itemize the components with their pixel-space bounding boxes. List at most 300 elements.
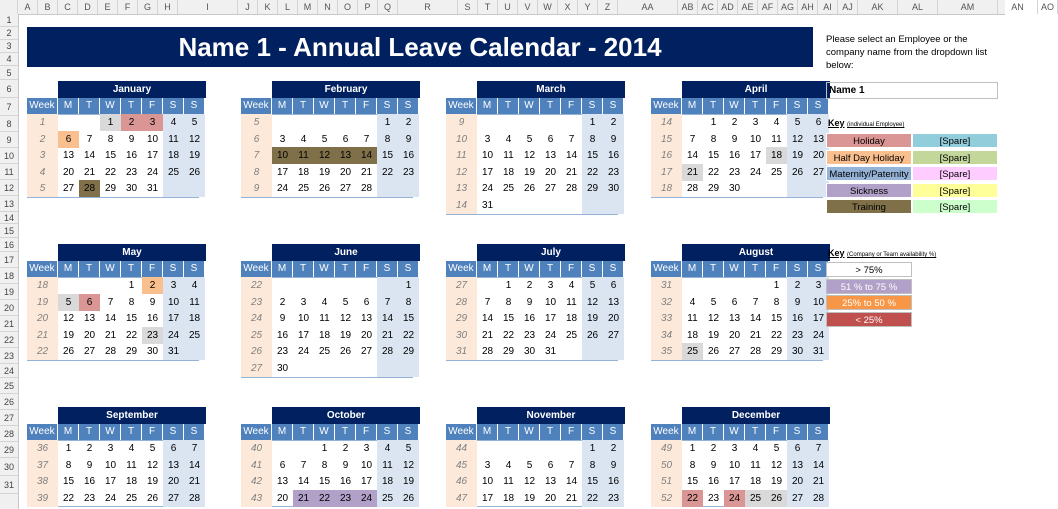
day-cell[interactable]: 22 xyxy=(682,490,703,507)
day-cell[interactable] xyxy=(293,440,314,457)
column-header[interactable]: Z xyxy=(598,0,618,14)
day-cell[interactable] xyxy=(377,360,398,377)
day-cell[interactable] xyxy=(58,114,79,131)
day-cell[interactable]: 31 xyxy=(146,183,159,195)
day-cell[interactable]: 11 xyxy=(184,294,205,311)
week-number-cell[interactable]: 46 xyxy=(446,473,477,490)
day-cell[interactable]: 9 xyxy=(398,131,419,148)
day-cell[interactable]: 16 xyxy=(276,329,289,341)
day-cell[interactable]: 9 xyxy=(279,313,286,325)
day-cell[interactable]: 21 xyxy=(360,166,373,178)
day-cell[interactable]: 29 xyxy=(707,183,720,195)
day-cell[interactable]: 26 xyxy=(339,346,352,358)
day-cell[interactable]: 18 xyxy=(565,313,578,325)
day-cell[interactable]: 19 xyxy=(770,476,783,488)
day-cell[interactable]: 21 xyxy=(565,492,578,504)
day-cell[interactable]: 17 xyxy=(360,476,373,488)
day-cell[interactable]: 20 xyxy=(603,310,624,327)
day-cell[interactable]: 5 xyxy=(149,443,156,454)
row-header[interactable]: 12 xyxy=(0,180,18,196)
day-cell[interactable]: 22 xyxy=(770,329,783,341)
week-number-cell[interactable]: 38 xyxy=(27,473,58,490)
day-cell[interactable]: 3 xyxy=(752,117,759,128)
column-header[interactable]: AI xyxy=(818,0,838,14)
day-cell[interactable]: 9 xyxy=(149,296,156,308)
day-cell[interactable]: 28 xyxy=(481,346,494,358)
day-cell[interactable]: 8 xyxy=(582,131,603,148)
week-number-cell[interactable]: 40 xyxy=(241,440,272,457)
day-cell[interactable]: 29 xyxy=(125,346,138,358)
day-cell[interactable]: 28 xyxy=(79,180,100,197)
day-cell[interactable]: 20 xyxy=(544,166,557,178)
day-cell[interactable]: 11 xyxy=(750,459,761,471)
week-number-cell[interactable]: 8 xyxy=(241,164,272,181)
day-cell[interactable]: 28 xyxy=(749,346,762,358)
day-cell[interactable]: 23 xyxy=(523,329,536,341)
week-number-cell[interactable]: 3 xyxy=(27,147,58,164)
day-cell[interactable]: 5 xyxy=(582,277,603,294)
column-header[interactable]: P xyxy=(358,0,378,14)
day-cell[interactable]: 26 xyxy=(398,490,419,507)
day-cell[interactable] xyxy=(335,277,356,294)
day-cell[interactable]: 17 xyxy=(104,476,117,488)
day-cell[interactable]: 12 xyxy=(146,459,159,471)
day-cell[interactable]: 5 xyxy=(787,114,808,131)
day-cell[interactable]: 7 xyxy=(300,459,307,471)
day-cell[interactable] xyxy=(498,197,519,214)
day-cell[interactable]: 11 xyxy=(503,150,514,162)
row-header[interactable]: 27 xyxy=(0,410,18,426)
week-number-cell[interactable]: 4 xyxy=(27,164,58,181)
day-cell[interactable]: 16 xyxy=(523,313,536,325)
day-cell[interactable]: 26 xyxy=(787,164,808,181)
day-cell[interactable]: 3 xyxy=(731,443,738,454)
day-cell[interactable]: 29 xyxy=(104,183,117,195)
day-cell[interactable]: 26 xyxy=(146,492,159,504)
week-number-cell[interactable]: 5 xyxy=(241,114,272,131)
day-cell[interactable]: 31 xyxy=(544,346,557,358)
row-header[interactable]: 25 xyxy=(0,378,18,394)
day-cell[interactable]: 13 xyxy=(83,313,96,325)
day-cell[interactable]: 18 xyxy=(749,476,762,488)
day-cell[interactable]: 11 xyxy=(566,296,577,308)
column-header[interactable]: T xyxy=(478,0,498,14)
row-header[interactable]: 6 xyxy=(0,80,18,98)
day-cell[interactable]: 3 xyxy=(300,296,307,308)
day-cell[interactable]: 1 xyxy=(321,443,328,454)
week-number-cell[interactable]: 29 xyxy=(446,310,477,327)
day-cell[interactable]: 6 xyxy=(79,294,100,311)
day-cell[interactable]: 15 xyxy=(377,147,398,164)
day-cell[interactable]: 27 xyxy=(339,183,352,195)
day-cell[interactable]: 27 xyxy=(360,346,373,358)
day-cell[interactable]: 9 xyxy=(342,459,349,471)
day-cell[interactable]: 30 xyxy=(787,343,808,360)
day-cell[interactable] xyxy=(561,343,582,360)
day-cell[interactable] xyxy=(293,114,314,131)
day-cell[interactable]: 27 xyxy=(808,164,829,181)
day-cell[interactable]: 28 xyxy=(377,343,398,360)
day-cell[interactable] xyxy=(540,197,561,214)
day-cell[interactable]: 10 xyxy=(146,133,159,145)
day-cell[interactable]: 24 xyxy=(104,492,117,504)
day-cell[interactable] xyxy=(745,277,766,294)
column-header[interactable]: S xyxy=(458,0,478,14)
week-number-cell[interactable]: 2 xyxy=(27,131,58,148)
day-cell[interactable] xyxy=(603,197,624,214)
day-cell[interactable]: 26 xyxy=(318,183,331,195)
day-cell[interactable]: 20 xyxy=(62,166,75,178)
day-cell[interactable] xyxy=(519,197,540,214)
day-cell[interactable] xyxy=(335,360,356,377)
column-header[interactable]: W xyxy=(538,0,558,14)
day-cell[interactable]: 3 xyxy=(808,277,829,294)
day-cell[interactable]: 21 xyxy=(749,329,762,341)
day-cell[interactable]: 4 xyxy=(689,296,696,308)
day-cell[interactable]: 3 xyxy=(484,133,491,145)
day-cell[interactable]: 23 xyxy=(125,166,138,178)
day-cell[interactable]: 23 xyxy=(276,346,289,358)
day-cell[interactable]: 15 xyxy=(502,313,515,325)
day-cell[interactable]: 2 xyxy=(86,443,93,454)
day-cell[interactable]: 7 xyxy=(484,296,491,308)
day-cell[interactable]: 30 xyxy=(146,346,159,358)
day-cell[interactable] xyxy=(314,277,335,294)
column-header[interactable]: AC xyxy=(698,0,718,14)
day-cell[interactable]: 16 xyxy=(707,476,720,488)
week-number-cell[interactable]: 36 xyxy=(27,440,58,457)
day-cell[interactable]: 4 xyxy=(568,280,575,291)
day-cell[interactable]: 3 xyxy=(279,133,286,145)
day-cell[interactable]: 2 xyxy=(121,114,142,131)
column-header[interactable]: AJ xyxy=(838,0,858,14)
day-cell[interactable] xyxy=(561,114,582,131)
week-number-cell[interactable]: 16 xyxy=(651,147,682,164)
day-cell[interactable]: 3 xyxy=(363,443,370,454)
day-cell[interactable]: 6 xyxy=(547,459,554,471)
day-cell[interactable]: 2 xyxy=(279,296,286,308)
day-cell[interactable]: 7 xyxy=(568,459,575,471)
day-cell[interactable]: 28 xyxy=(565,183,578,195)
day-cell[interactable]: 3 xyxy=(107,443,114,454)
day-cell[interactable]: 12 xyxy=(184,131,205,148)
day-cell[interactable]: 21 xyxy=(377,327,398,344)
day-cell[interactable] xyxy=(582,197,603,214)
column-header[interactable]: Y xyxy=(578,0,598,14)
row-header[interactable]: 22 xyxy=(0,332,18,348)
day-cell[interactable]: 17 xyxy=(544,313,557,325)
day-cell[interactable]: 17 xyxy=(481,166,494,178)
day-cell[interactable]: 16 xyxy=(603,473,624,490)
day-cell[interactable]: 19 xyxy=(62,329,75,341)
row-header[interactable]: 26 xyxy=(0,394,18,410)
day-cell[interactable]: 30 xyxy=(125,183,138,195)
week-number-cell[interactable]: 44 xyxy=(446,440,477,457)
day-cell[interactable]: 27 xyxy=(163,490,184,507)
day-cell[interactable]: 17 xyxy=(728,476,741,488)
week-number-cell[interactable]: 5 xyxy=(27,180,58,197)
day-cell[interactable]: 29 xyxy=(502,346,515,358)
day-cell[interactable]: 1 xyxy=(773,280,780,291)
day-cell[interactable]: 15 xyxy=(707,150,720,162)
day-cell[interactable] xyxy=(293,360,314,377)
day-cell[interactable]: 13 xyxy=(544,150,557,162)
day-cell[interactable]: 29 xyxy=(770,346,783,358)
corner-cell[interactable] xyxy=(0,0,18,14)
day-cell[interactable]: 2 xyxy=(398,114,419,131)
row-header[interactable]: 3 xyxy=(0,40,18,53)
day-cell[interactable]: 15 xyxy=(686,476,699,488)
day-cell[interactable]: 25 xyxy=(502,183,515,195)
column-header[interactable]: AH xyxy=(798,0,818,14)
employee-dropdown[interactable]: Name 1 xyxy=(826,82,998,99)
day-cell[interactable]: 18 xyxy=(297,166,310,178)
day-cell[interactable]: 18 xyxy=(163,147,184,164)
day-cell[interactable]: 25 xyxy=(318,346,331,358)
day-cell[interactable]: 6 xyxy=(342,133,349,145)
day-cell[interactable]: 7 xyxy=(752,296,759,308)
day-cell[interactable]: 11 xyxy=(293,147,314,164)
day-cell[interactable]: 28 xyxy=(184,490,205,507)
day-cell[interactable] xyxy=(519,440,540,457)
week-number-cell[interactable]: 13 xyxy=(446,180,477,197)
day-cell[interactable] xyxy=(79,277,100,294)
column-header[interactable]: AN xyxy=(998,0,1038,14)
day-cell[interactable]: 12 xyxy=(62,313,75,325)
day-cell[interactable]: 7 xyxy=(184,440,205,457)
day-cell[interactable]: 20 xyxy=(544,492,557,504)
row-header[interactable]: 29 xyxy=(0,442,18,458)
day-cell[interactable]: 24 xyxy=(544,329,557,341)
day-cell[interactable]: 24 xyxy=(276,183,289,195)
day-cell[interactable]: 23 xyxy=(603,490,624,507)
day-cell[interactable]: 13 xyxy=(787,457,808,474)
day-cell[interactable]: 21 xyxy=(808,473,829,490)
day-cell[interactable]: 17 xyxy=(808,310,829,327)
day-cell[interactable]: 2 xyxy=(142,277,163,294)
day-cell[interactable]: 27 xyxy=(83,346,96,358)
day-cell[interactable]: 4 xyxy=(321,296,328,308)
day-cell[interactable]: 24 xyxy=(163,327,184,344)
day-cell[interactable]: 19 xyxy=(582,310,603,327)
day-cell[interactable]: 14 xyxy=(104,313,117,325)
day-cell[interactable]: 22 xyxy=(104,166,117,178)
row-header[interactable]: 20 xyxy=(0,300,18,316)
day-cell[interactable]: 8 xyxy=(398,294,419,311)
day-cell[interactable]: 24 xyxy=(808,327,829,344)
week-number-cell[interactable]: 27 xyxy=(446,277,477,294)
week-number-cell[interactable]: 34 xyxy=(651,327,682,344)
week-number-cell[interactable]: 49 xyxy=(651,440,682,457)
day-cell[interactable]: 25 xyxy=(377,490,398,507)
day-cell[interactable]: 18 xyxy=(502,166,515,178)
day-cell[interactable]: 15 xyxy=(125,313,138,325)
day-cell[interactable]: 22 xyxy=(707,166,720,178)
row-header[interactable]: 24 xyxy=(0,364,18,378)
day-cell[interactable]: 14 xyxy=(184,457,205,474)
day-cell[interactable] xyxy=(561,440,582,457)
day-cell[interactable]: 5 xyxy=(398,440,419,457)
column-header[interactable]: AM xyxy=(938,0,998,14)
week-number-cell[interactable]: 11 xyxy=(446,147,477,164)
day-cell[interactable]: 12 xyxy=(523,476,536,488)
day-cell[interactable]: 2 xyxy=(787,277,808,294)
day-cell[interactable]: 15 xyxy=(62,476,75,488)
day-cell[interactable] xyxy=(356,277,377,294)
day-cell[interactable]: 13 xyxy=(360,313,373,325)
day-cell[interactable] xyxy=(603,343,624,360)
column-header[interactable]: AL xyxy=(898,0,938,14)
day-cell[interactable]: 16 xyxy=(398,147,419,164)
column-header[interactable]: J xyxy=(238,0,258,14)
row-header[interactable]: 14 xyxy=(0,212,18,224)
day-cell[interactable]: 17 xyxy=(146,150,159,162)
day-cell[interactable] xyxy=(184,180,205,197)
day-cell[interactable]: 12 xyxy=(523,150,536,162)
week-number-cell[interactable]: 32 xyxy=(651,294,682,311)
day-cell[interactable]: 28 xyxy=(808,490,829,507)
day-cell[interactable]: 7 xyxy=(808,440,829,457)
week-number-cell[interactable]: 10 xyxy=(446,131,477,148)
day-cell[interactable] xyxy=(703,277,724,294)
day-cell[interactable] xyxy=(272,440,293,457)
day-cell[interactable]: 19 xyxy=(707,329,720,341)
day-cell[interactable]: 10 xyxy=(749,133,762,145)
day-cell[interactable] xyxy=(498,440,519,457)
day-cell[interactable]: 25 xyxy=(184,327,205,344)
day-cell[interactable] xyxy=(377,277,398,294)
row-header[interactable]: 4 xyxy=(0,53,18,66)
day-cell[interactable]: 17 xyxy=(481,492,494,504)
day-cell[interactable]: 8 xyxy=(773,296,780,308)
day-cell[interactable] xyxy=(398,180,419,197)
column-header[interactable]: D xyxy=(78,0,98,14)
row-header[interactable]: 13 xyxy=(0,196,18,212)
day-cell[interactable]: 10 xyxy=(728,459,741,471)
week-number-cell[interactable]: 45 xyxy=(446,457,477,474)
week-number-cell[interactable]: 18 xyxy=(27,277,58,294)
day-cell[interactable]: 15 xyxy=(104,150,117,162)
day-cell[interactable]: 23 xyxy=(83,492,96,504)
day-cell[interactable]: 8 xyxy=(689,459,696,471)
week-number-cell[interactable]: 41 xyxy=(241,457,272,474)
week-number-cell[interactable]: 21 xyxy=(27,327,58,344)
day-cell[interactable] xyxy=(519,114,540,131)
day-cell[interactable] xyxy=(682,114,703,131)
row-header[interactable]: 30 xyxy=(0,458,18,476)
day-cell[interactable]: 6 xyxy=(163,440,184,457)
day-cell[interactable]: 20 xyxy=(787,473,808,490)
day-cell[interactable]: 15 xyxy=(770,313,783,325)
week-number-cell[interactable]: 18 xyxy=(651,180,682,197)
week-number-cell[interactable]: 22 xyxy=(241,277,272,294)
day-cell[interactable]: 12 xyxy=(787,131,808,148)
day-cell[interactable]: 7 xyxy=(86,133,93,145)
day-cell[interactable]: 11 xyxy=(126,459,137,471)
day-cell[interactable]: 20 xyxy=(360,329,373,341)
day-cell[interactable]: 8 xyxy=(128,296,135,308)
day-cell[interactable]: 1 xyxy=(582,440,603,457)
day-cell[interactable]: 25 xyxy=(745,490,766,507)
day-cell[interactable]: 9 xyxy=(526,296,533,308)
week-number-cell[interactable]: 12 xyxy=(446,164,477,181)
column-header[interactable]: AK xyxy=(858,0,898,14)
day-cell[interactable]: 4 xyxy=(377,440,398,457)
column-header[interactable]: H xyxy=(158,0,178,14)
week-number-cell[interactable]: 23 xyxy=(241,294,272,311)
day-cell[interactable]: 22 xyxy=(377,164,398,181)
day-cell[interactable]: 5 xyxy=(321,133,328,145)
day-cell[interactable]: 5 xyxy=(184,114,205,131)
day-cell[interactable]: 20 xyxy=(83,329,96,341)
week-number-cell[interactable]: 50 xyxy=(651,457,682,474)
week-number-cell[interactable]: 20 xyxy=(27,310,58,327)
day-cell[interactable]: 23 xyxy=(603,164,624,181)
day-cell[interactable]: 18 xyxy=(377,473,398,490)
day-cell[interactable]: 22 xyxy=(62,492,75,504)
day-cell[interactable]: 14 xyxy=(83,150,96,162)
week-number-cell[interactable]: 30 xyxy=(446,327,477,344)
day-cell[interactable]: 24 xyxy=(146,166,159,178)
day-cell[interactable]: 8 xyxy=(505,296,512,308)
day-cell[interactable] xyxy=(498,114,519,131)
row-header[interactable]: 8 xyxy=(0,116,18,132)
day-cell[interactable]: 11 xyxy=(319,313,330,325)
week-number-cell[interactable]: 19 xyxy=(27,294,58,311)
day-cell[interactable] xyxy=(356,360,377,377)
day-cell[interactable] xyxy=(314,114,335,131)
column-header[interactable]: Q xyxy=(378,0,398,14)
day-cell[interactable]: 25 xyxy=(770,166,783,178)
day-cell[interactable] xyxy=(272,277,293,294)
day-cell[interactable]: 19 xyxy=(318,166,331,178)
day-cell[interactable]: 16 xyxy=(83,476,96,488)
week-number-cell[interactable]: 51 xyxy=(651,473,682,490)
column-header[interactable]: AB xyxy=(678,0,698,14)
day-cell[interactable]: 24 xyxy=(724,490,745,507)
day-cell[interactable]: 6 xyxy=(808,114,829,131)
day-cell[interactable]: 11 xyxy=(163,131,184,148)
day-cell[interactable]: 25 xyxy=(682,343,703,360)
day-cell[interactable]: 19 xyxy=(146,476,159,488)
day-cell[interactable]: 8 xyxy=(107,133,114,145)
week-number-cell[interactable]: 22 xyxy=(27,343,58,360)
day-cell[interactable] xyxy=(398,360,419,377)
day-cell[interactable]: 10 xyxy=(544,296,557,308)
day-cell[interactable]: 5 xyxy=(773,443,780,454)
day-cell[interactable]: 23 xyxy=(728,166,741,178)
day-cell[interactable]: 9 xyxy=(86,459,93,471)
day-cell[interactable]: 20 xyxy=(728,329,741,341)
day-cell[interactable] xyxy=(477,440,498,457)
day-cell[interactable]: 8 xyxy=(321,459,328,471)
day-cell[interactable]: 21 xyxy=(682,164,703,181)
day-cell[interactable]: 27 xyxy=(787,490,808,507)
day-cell[interactable]: 13 xyxy=(335,147,356,164)
day-cell[interactable]: 18 xyxy=(766,147,787,164)
week-number-cell[interactable]: 42 xyxy=(241,473,272,490)
day-cell[interactable]: 2 xyxy=(710,443,717,454)
day-cell[interactable]: 9 xyxy=(710,459,717,471)
week-number-cell[interactable]: 24 xyxy=(241,310,272,327)
day-cell[interactable]: 8 xyxy=(65,459,72,471)
day-cell[interactable]: 1 xyxy=(100,114,121,131)
day-cell[interactable]: 1 xyxy=(582,114,603,131)
day-cell[interactable]: 13 xyxy=(728,313,741,325)
week-number-cell[interactable]: 47 xyxy=(446,490,477,507)
day-cell[interactable]: 12 xyxy=(398,457,419,474)
day-cell[interactable]: 24 xyxy=(481,183,494,195)
